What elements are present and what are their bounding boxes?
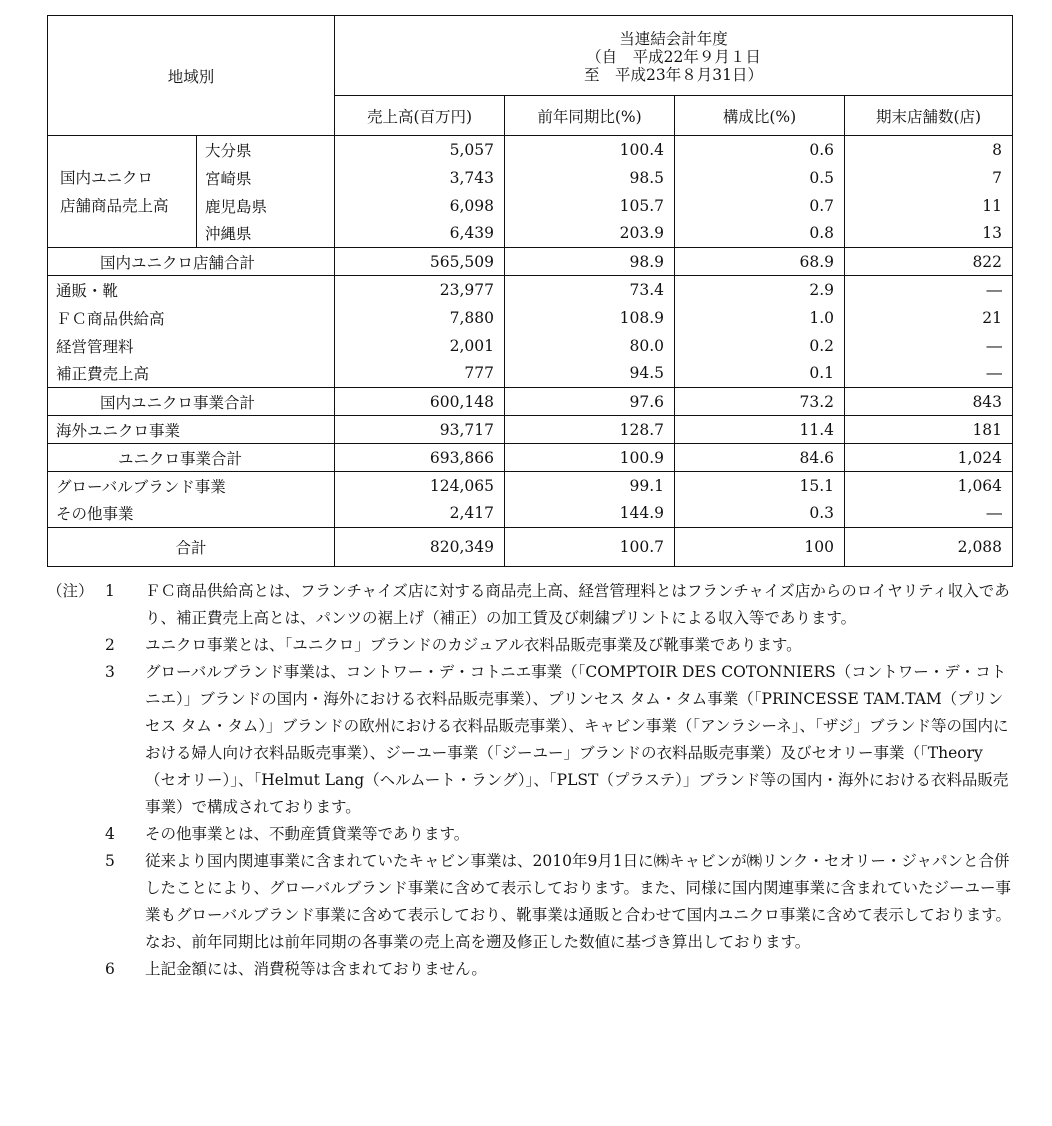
note-text: その他事業とは、不動産賃貸業等であります。 <box>145 825 470 843</box>
cell-stores: 8 <box>845 136 1013 164</box>
period-header <box>335 16 1013 96</box>
period-title: 当連結会計年度 <box>619 29 728 48</box>
cell-sales: 565,509 <box>335 248 505 276</box>
row-name: ＦＣ商品供給高 <box>48 304 335 332</box>
cell-ratio: 73.2 <box>675 388 845 416</box>
cell-sales: 23,977 <box>335 276 505 304</box>
domestic-group-label-line2: 店舗商品売上高 <box>60 196 169 215</box>
row-name: 国内ユニクロ店舗合計 <box>48 248 335 276</box>
cell-ratio: 0.3 <box>675 500 845 528</box>
cell-ratio: 0.7 <box>675 192 845 220</box>
cell-sales: 6,439 <box>335 220 505 248</box>
cell-sales: 3,743 <box>335 164 505 192</box>
cell-stores: 2,088 <box>845 528 1013 567</box>
table-row <box>48 360 1013 388</box>
cell-yoy: 98.9 <box>505 248 675 276</box>
note-item <box>47 956 1012 983</box>
note-text: グローバルブランド事業は、コントワー・デ・コトニエ事業（「COMPTOIR DES COTONNIERS（コントワー・デ・コトニエ）」ブランドの国内・海外における衣料品販売事業）、プリンセス タム・タム事業（「PRINCESSE TAM.TAM（プリンセス タム・タム）」ブランドの欧州における衣料品販売事業）、キャビン事業（「アンラシーネ」、「ザジ」ブランド等の国内における婦人向け衣料品販売事業）、ジーユー事業（「ジーユー」ブランドの衣料品販売事業）及びセオリー事業（「Theory（セオリー）」、「Helmut Lang（ヘルムート・ラング）」、「PLST（プラステ）」ブランド等の国内・海外における衣料品販売事業）で構成されております。 <box>145 663 1009 816</box>
note-number: 4 <box>105 825 115 843</box>
domestic-group-label-line1: 国内ユニクロ <box>60 168 154 187</box>
cell-sales: 7,880 <box>335 304 505 332</box>
notes-head: （注） <box>47 582 94 600</box>
row-name: 海外ユニクロ事業 <box>48 416 335 444</box>
column-header-stores: 期末店舗数(店) <box>845 96 1013 136</box>
cell-yoy: 94.5 <box>505 360 675 388</box>
row-name: 合計 <box>48 528 335 567</box>
cell-sales: 93,717 <box>335 416 505 444</box>
note-text: ユニクロ事業とは、「ユニクロ」ブランドのカジュアル衣料品販売事業及び靴事業であります。 <box>145 636 802 654</box>
note-text: ＦＣ商品供給高とは、フランチャイズ店に対する商品売上高、経営管理料とはフランチャイズ店からのロイヤリティ収入であり、補正費売上高とは、パンツの裾上げ（補正）の加工賃及び刺繍プリントによる収入等であります。 <box>145 582 1010 627</box>
note-text: 従来より国内関連事業に含まれていたキャビン事業は、2010年9月1日に㈱キャビンが㈱リンク・セオリー・ジャパンと合併したことにより、グローバルブランド事業に含めて表示しております。また、同様に国内関連事業に含まれていたジーユー事業もグローバルブランド事業に含めて表示しており、靴事業は通販と合わせて国内ユニクロ事業に含めて表示しております。なお、前年同期比は前年同期の各事業の売上高を遡及修正した数値に基づき算出しております。 <box>145 852 1011 951</box>
cell-sales: 777 <box>335 360 505 388</box>
cell-yoy: 100.4 <box>505 136 675 164</box>
cell-stores: 7 <box>845 164 1013 192</box>
cell-yoy: 105.7 <box>505 192 675 220</box>
cell-sales: 693,866 <box>335 444 505 472</box>
table-row <box>48 332 1013 360</box>
table-row-uniqlo-total <box>48 444 1013 472</box>
cell-ratio: 68.9 <box>675 248 845 276</box>
cell-ratio: 0.2 <box>675 332 845 360</box>
cell-ratio: 0.8 <box>675 220 845 248</box>
cell-yoy: 128.7 <box>505 416 675 444</box>
cell-yoy: 100.7 <box>505 528 675 567</box>
cell-stores: ― <box>845 332 1013 360</box>
note-item <box>47 821 1012 848</box>
row-name: 宮崎県 <box>197 164 335 192</box>
row-name: 鹿児島県 <box>197 192 335 220</box>
cell-stores: 1,024 <box>845 444 1013 472</box>
cell-yoy: 97.6 <box>505 388 675 416</box>
cell-sales: 5,057 <box>335 136 505 164</box>
cell-yoy: 99.1 <box>505 472 675 500</box>
row-name: 大分県 <box>197 136 335 164</box>
note-number: 6 <box>105 960 115 978</box>
cell-ratio: 11.4 <box>675 416 845 444</box>
cell-ratio: 0.1 <box>675 360 845 388</box>
cell-ratio: 0.6 <box>675 136 845 164</box>
column-header-sales: 売上高(百万円) <box>335 96 505 136</box>
table-row <box>48 472 1013 500</box>
period-to: 至 平成23年８月31日） <box>584 65 763 84</box>
note-number: 1 <box>105 582 115 600</box>
cell-stores: 13 <box>845 220 1013 248</box>
row-name: 補正費売上高 <box>48 360 335 388</box>
note-item <box>47 659 1012 821</box>
column-header-yoy: 前年同期比(%) <box>505 96 675 136</box>
row-name: グローバルブランド事業 <box>48 472 335 500</box>
cell-sales: 820,349 <box>335 528 505 567</box>
table-row-grand-total <box>48 528 1013 567</box>
cell-sales: 2,001 <box>335 332 505 360</box>
cell-ratio: 15.1 <box>675 472 845 500</box>
table-row-store-total <box>48 248 1013 276</box>
cell-stores: 1,064 <box>845 472 1013 500</box>
cell-yoy: 80.0 <box>505 332 675 360</box>
cell-yoy: 108.9 <box>505 304 675 332</box>
row-name: ユニクロ事業合計 <box>48 444 335 472</box>
note-number: 3 <box>105 663 115 681</box>
cell-yoy: 73.4 <box>505 276 675 304</box>
cell-sales: 2,417 <box>335 500 505 528</box>
region-header: 地域別 <box>48 16 335 136</box>
cell-sales: 6,098 <box>335 192 505 220</box>
cell-ratio: 1.0 <box>675 304 845 332</box>
note-number: 5 <box>105 852 115 870</box>
row-name: 通販・靴 <box>48 276 335 304</box>
cell-yoy: 203.9 <box>505 220 675 248</box>
table-row-overseas <box>48 416 1013 444</box>
row-name: 国内ユニクロ事業合計 <box>48 388 335 416</box>
table-row <box>48 136 1013 164</box>
column-header-ratio: 構成比(%) <box>675 96 845 136</box>
cell-yoy: 100.9 <box>505 444 675 472</box>
cell-sales: 124,065 <box>335 472 505 500</box>
table-row-domestic-total <box>48 388 1013 416</box>
cell-sales: 600,148 <box>335 388 505 416</box>
note-item <box>47 632 1012 659</box>
notes-section <box>47 578 1012 983</box>
table-row <box>48 500 1013 528</box>
cell-stores: 11 <box>845 192 1013 220</box>
cell-ratio: 2.9 <box>675 276 845 304</box>
period-from: （自 平成22年９月１日 <box>586 47 761 66</box>
cell-stores: ― <box>845 500 1013 528</box>
note-text: 上記金額には、消費税等は含まれておりません。 <box>145 960 487 978</box>
cell-ratio: 0.5 <box>675 164 845 192</box>
table-row <box>48 276 1013 304</box>
sales-by-region-table-wrapper <box>47 15 1012 567</box>
cell-stores: 181 <box>845 416 1013 444</box>
cell-yoy: 98.5 <box>505 164 675 192</box>
cell-stores: 822 <box>845 248 1013 276</box>
cell-stores: 21 <box>845 304 1013 332</box>
cell-stores: ― <box>845 276 1013 304</box>
table-row <box>48 304 1013 332</box>
cell-stores: ― <box>845 360 1013 388</box>
cell-yoy: 144.9 <box>505 500 675 528</box>
cell-ratio: 84.6 <box>675 444 845 472</box>
cell-stores: 843 <box>845 388 1013 416</box>
row-name: 沖縄県 <box>197 220 335 248</box>
row-name: その他事業 <box>48 500 335 528</box>
domestic-group-label <box>48 136 197 248</box>
note-item <box>47 578 1012 632</box>
row-name: 経営管理料 <box>48 332 335 360</box>
sales-by-region-table <box>47 15 1013 567</box>
cell-ratio: 100 <box>675 528 845 567</box>
note-item <box>47 848 1012 956</box>
note-number: 2 <box>105 636 115 654</box>
